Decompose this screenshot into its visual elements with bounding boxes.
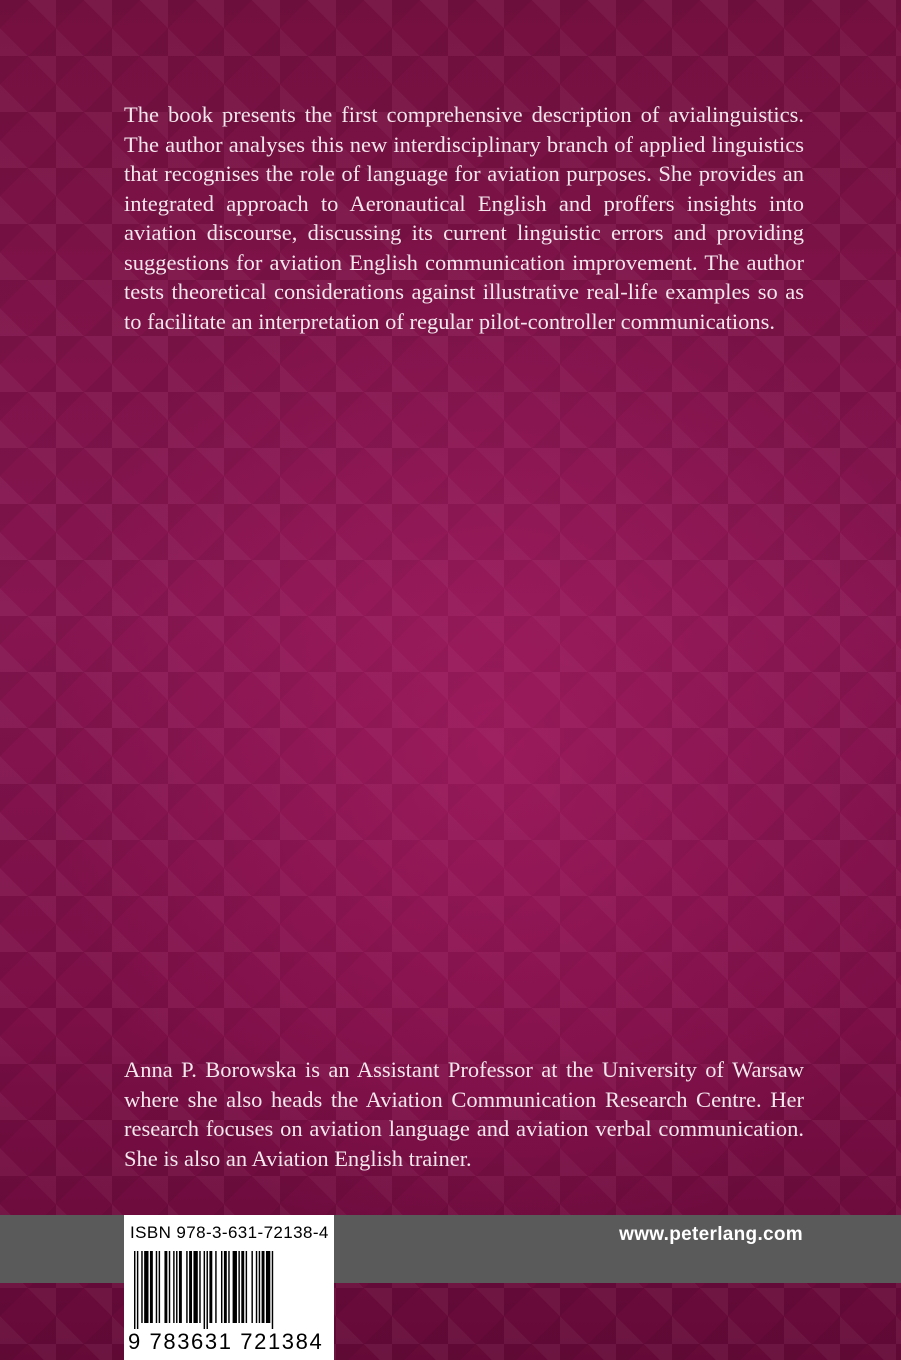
book-description: The book presents the first comprehensive description of avialinguistics. The author analyses this new interdisciplinary branch of applied linguistics that recognises the role of language for aviation purposes. She provides an integrated approach to Aeronautical English and proffers insights into aviation discourse, discussing its current linguistic errors and providing suggestions for aviation English communication improvement. The author tests theoretical considerations against illustrative real-life examples so as to facilitate an interpretation of regular pilot-controller communications. bbox=[124, 102, 804, 334]
barcode-panel bbox=[124, 1215, 334, 1360]
barcode-bar bbox=[204, 1251, 205, 1329]
barcode-bar bbox=[159, 1251, 160, 1323]
barcode-bar bbox=[207, 1251, 208, 1329]
barcode-bar bbox=[221, 1251, 222, 1323]
barcode-bar bbox=[266, 1251, 270, 1323]
barcode-bar bbox=[241, 1251, 244, 1323]
barcode-bar bbox=[238, 1251, 239, 1323]
barcode-bar bbox=[193, 1251, 197, 1323]
barcode-bar bbox=[259, 1251, 260, 1323]
barcode-bar bbox=[215, 1251, 216, 1323]
barcode-bar bbox=[137, 1251, 138, 1329]
barcode-bar bbox=[189, 1251, 192, 1323]
barcode-bar bbox=[251, 1251, 252, 1323]
barcode-bar bbox=[173, 1251, 174, 1323]
author-bio: Anna P. Borowska is an Assistant Professor at the University of Warsaw where she also heads the Aviation Communication Research Centre. Her research focuses on aviation language and aviation verbal communication. She is also an Aviation English trainer. bbox=[124, 1057, 804, 1171]
barcode-bar bbox=[186, 1251, 187, 1323]
barcode-icon bbox=[132, 1251, 326, 1329]
barcode-bar bbox=[224, 1251, 227, 1323]
barcode-bar bbox=[179, 1251, 182, 1323]
barcode-bar bbox=[209, 1251, 212, 1323]
barcode-bar bbox=[164, 1251, 167, 1323]
barcode-bar bbox=[233, 1251, 237, 1323]
barcode-digits: 9 783631 721384 bbox=[128, 1329, 324, 1354]
barcode-bar bbox=[262, 1251, 265, 1323]
publisher-website[interactable]: www.peterlang.com bbox=[619, 1224, 803, 1245]
barcode-bar bbox=[156, 1251, 157, 1323]
barcode-bar bbox=[246, 1251, 247, 1323]
barcode-bar bbox=[150, 1251, 153, 1323]
barcode-bar bbox=[272, 1251, 273, 1329]
barcode-bar bbox=[169, 1251, 170, 1323]
barcode-bar bbox=[144, 1251, 148, 1323]
barcode-bar bbox=[256, 1251, 257, 1323]
barcode-bar bbox=[134, 1251, 135, 1329]
barcode-bar bbox=[199, 1251, 200, 1323]
barcode-bar bbox=[228, 1251, 229, 1323]
barcode-bar bbox=[176, 1251, 177, 1323]
barcode-bar bbox=[141, 1251, 142, 1323]
isbn-label: ISBN 978-3-631-72138-4 bbox=[130, 1223, 329, 1242]
